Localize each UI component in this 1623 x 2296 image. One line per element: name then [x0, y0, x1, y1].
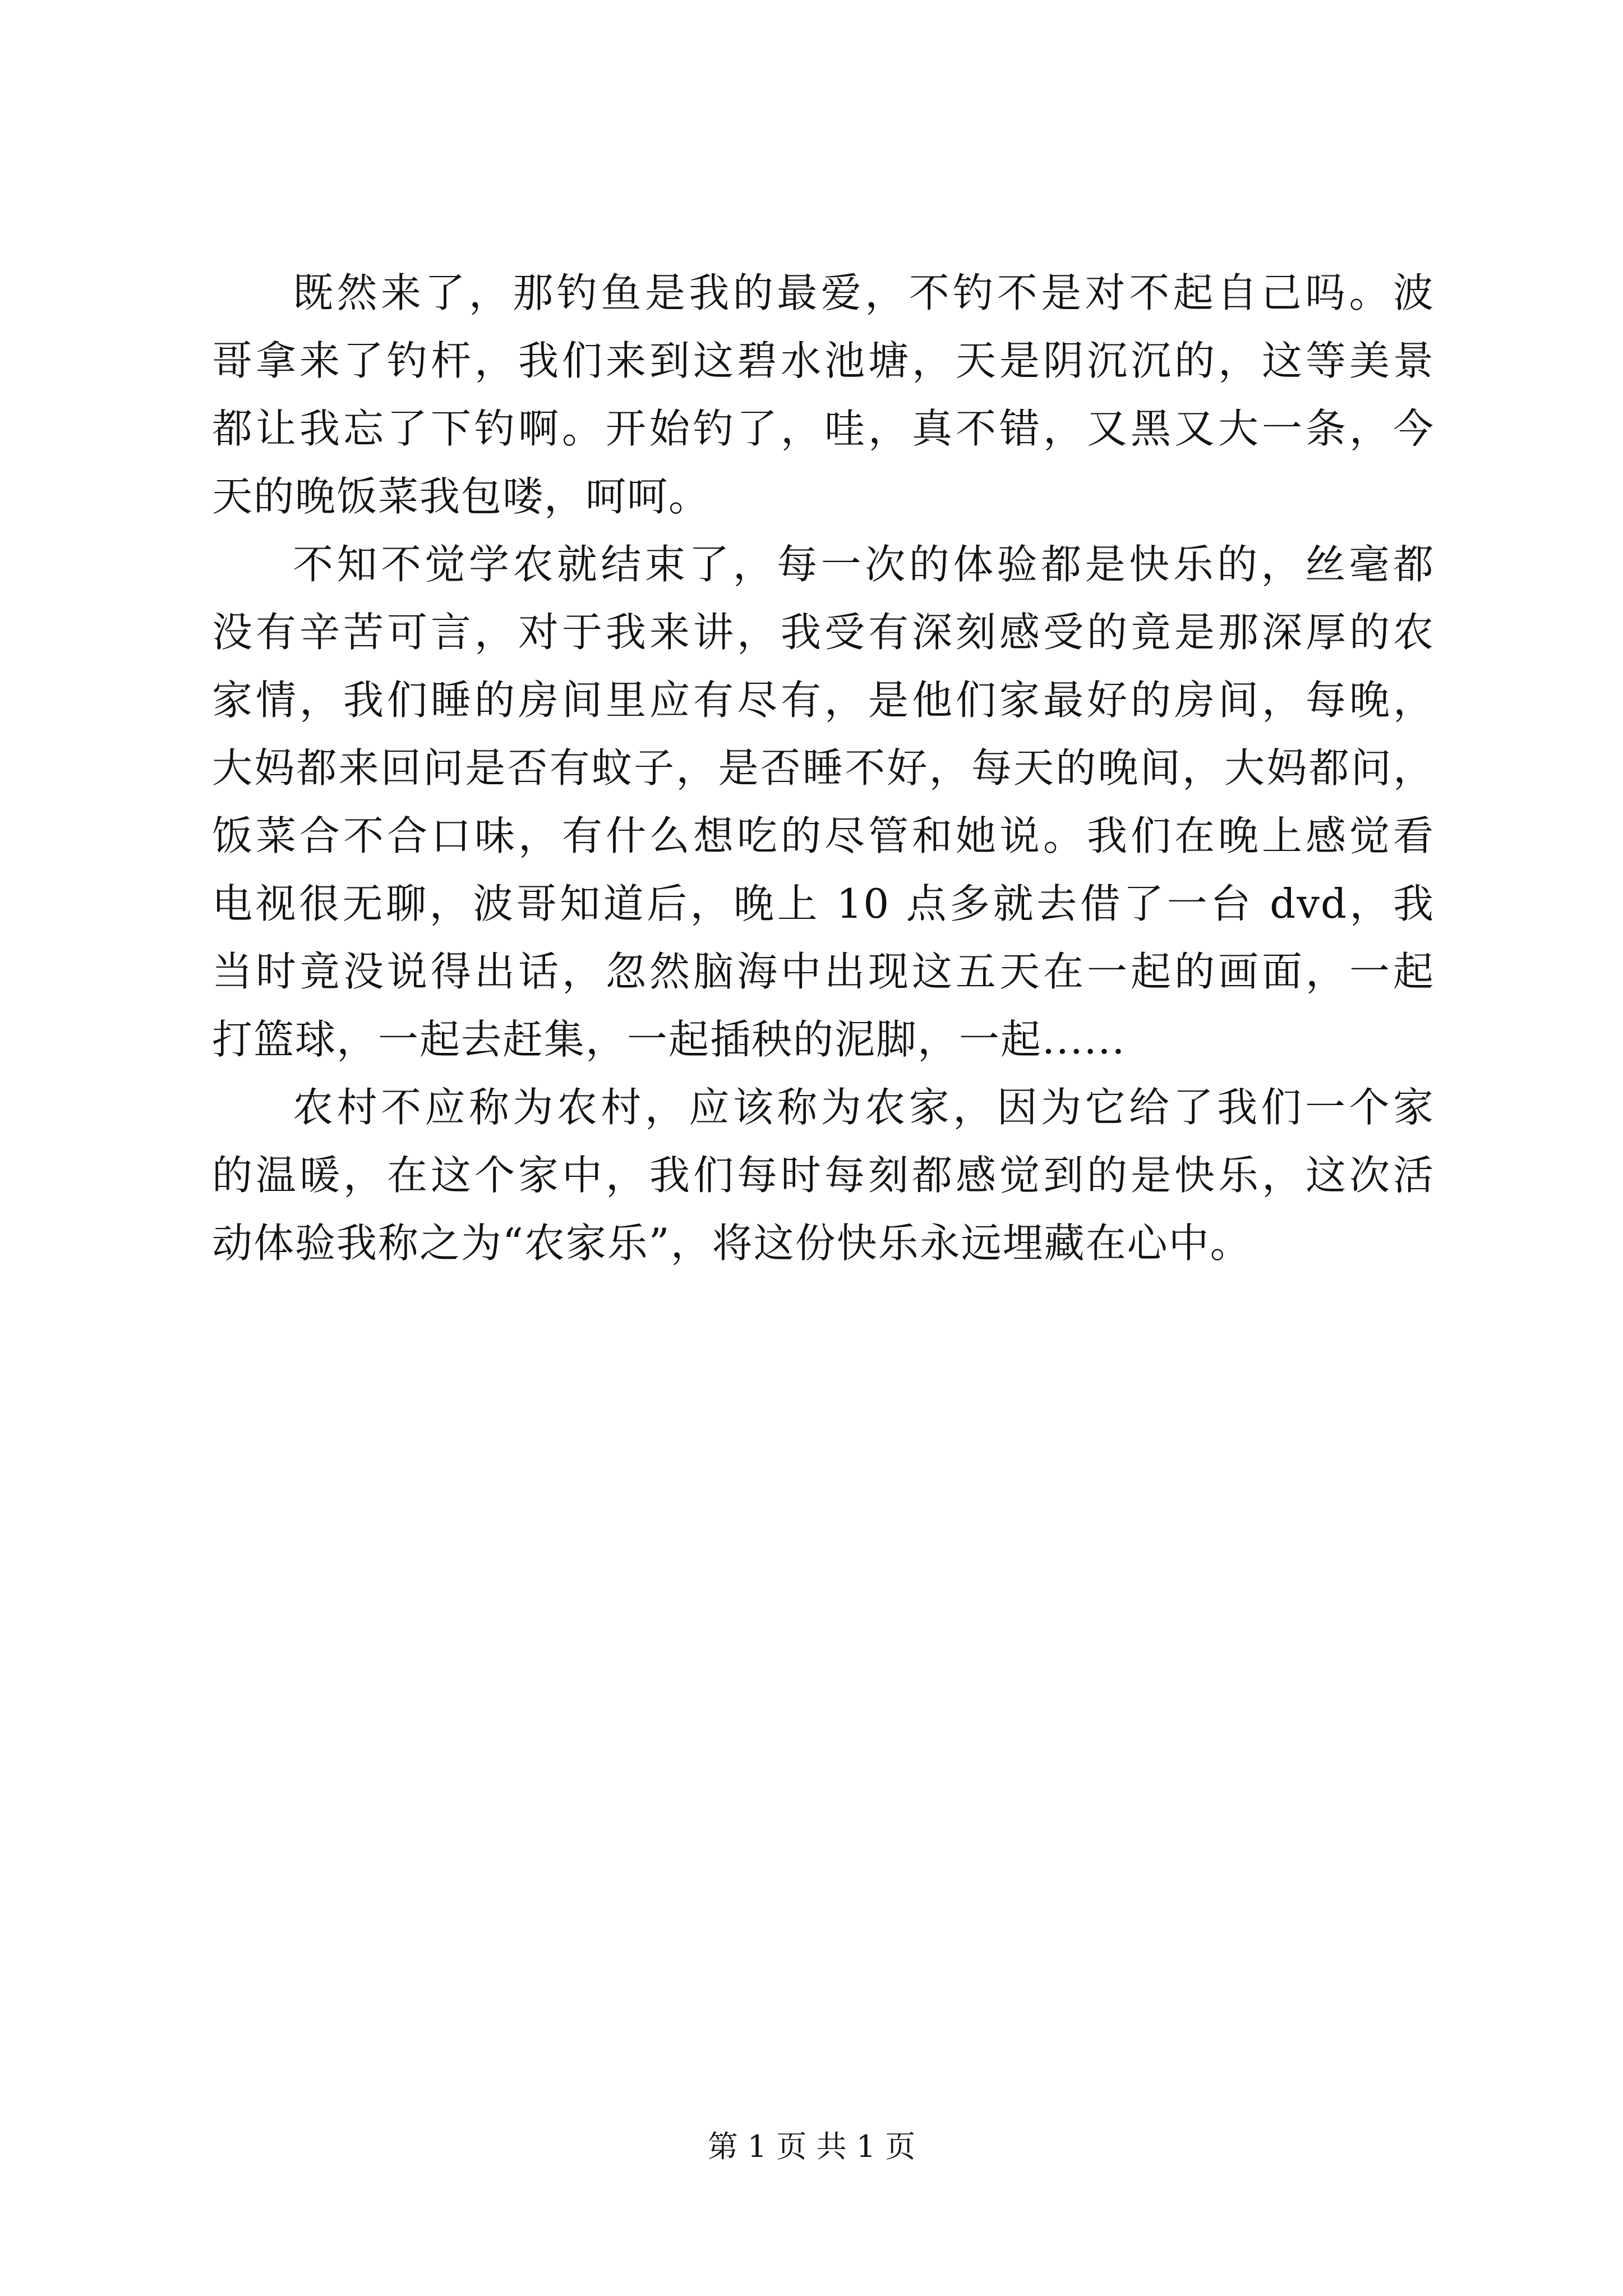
paragraph-1-line-2: 哥拿来了钓杆，我们来到这碧水池塘，天是阴沉沉的，这等美景 — [212, 337, 1435, 384]
paragraph-3-line-1: 农村不应称为农村，应该称为农家，因为它给了我们一个家 — [293, 1084, 1435, 1131]
paragraph-1-line-4: 天的晚饭菜我包喽，呵呵。 — [212, 473, 711, 520]
paragraph-3-line-3: 动体验我称之为“农家乐”，将这份快乐永远埋藏在心中。 — [212, 1220, 1252, 1267]
paragraph-1-line-1: 既然来了，那钓鱼是我的最爱，不钓不是对不起自己吗。波 — [293, 269, 1435, 316]
paragraph-2-line-2: 没有辛苦可言，对于我来讲，我受有深刻感受的竟是那深厚的农 — [212, 609, 1435, 656]
paragraph-2-line-1: 不知不觉学农就结束了，每一次的体验都是快乐的，丝毫都 — [293, 541, 1435, 588]
paragraph-2-line-3: 家情，我们睡的房间里应有尽有，是他们家最好的房间，每晚， — [212, 677, 1435, 724]
paragraph-3-line-2: 的温暖，在这个家中，我们每时每刻都感觉到的是快乐，这次活 — [212, 1152, 1435, 1199]
paragraph-2-line-4: 大妈都来回问是否有蚊子，是否睡不好，每天的晚间，大妈都问， — [212, 744, 1435, 792]
paragraph-2-line-8: 打篮球，一起去赶集，一起插秧的泥脚，一起...... — [212, 1016, 1126, 1063]
document-body — [212, 259, 1435, 1277]
paragraph-1-line-3: 都让我忘了下钓啊。开始钓了，哇，真不错，又黑又大一条，今 — [212, 405, 1435, 452]
paragraph-2-line-7: 当时竟没说得出话，忽然脑海中出现这五天在一起的画面，一起 — [212, 948, 1435, 995]
paragraph-2-line-5: 饭菜合不合口味，有什么想吃的尽管和她说。我们在晚上感觉看 — [212, 812, 1435, 859]
page-number-footer: 第 1 页 共 1 页 — [707, 2129, 916, 2164]
paragraph-2-line-6: 电视很无聊，波哥知道后，晚上 10 点多就去借了一台 dvd，我 — [212, 880, 1435, 927]
